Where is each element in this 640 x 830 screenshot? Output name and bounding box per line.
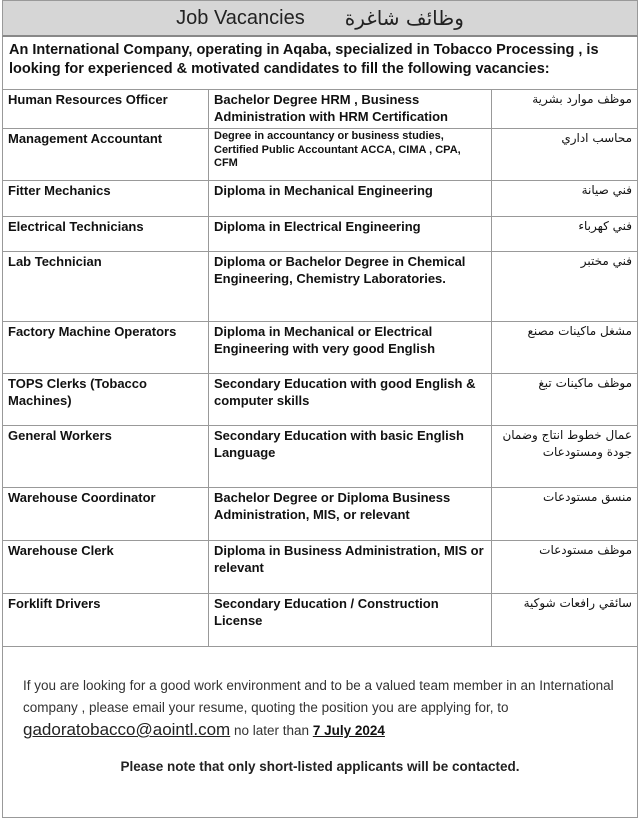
qualification-cell: Diploma in Business Administration, MIS or relevant bbox=[209, 541, 492, 594]
email-link[interactable]: gadoratobacco@aointl.com bbox=[23, 720, 231, 739]
arabic-title-cell: عمال خطوط انتاج وضمان جودة ومستودعات bbox=[492, 426, 638, 488]
qualification-cell: Bachelor Degree or Diploma Business Administration, MIS, or relevant bbox=[209, 488, 492, 541]
qualification-cell: Diploma in Mechanical Engineering bbox=[209, 181, 492, 217]
arabic-title-cell: فني مختبر bbox=[492, 252, 638, 322]
arabic-title-cell: موظف موارد بشرية bbox=[492, 90, 638, 129]
arabic-title-cell: مشغل ماكينات مصنع bbox=[492, 322, 638, 374]
table-row bbox=[3, 252, 638, 322]
table-row bbox=[3, 129, 638, 181]
arabic-title-cell: فني كهرباء bbox=[492, 217, 638, 252]
table-row bbox=[3, 426, 638, 488]
table-row bbox=[3, 181, 638, 217]
position-cell: Lab Technician bbox=[3, 252, 209, 322]
position-cell: Fitter Mechanics bbox=[3, 181, 209, 217]
position-cell: General Workers bbox=[3, 426, 209, 488]
position-cell: Management Accountant bbox=[3, 129, 209, 181]
position-cell: Forklift Drivers bbox=[3, 594, 209, 647]
deadline-prefix: no later than bbox=[233, 723, 310, 738]
job-vacancies-ad bbox=[2, 0, 638, 818]
qualification-cell: Diploma or Bachelor Degree in Chemical Engineering, Chemistry Laboratories. bbox=[209, 252, 492, 322]
position-cell: Human Resources Officer bbox=[3, 90, 209, 129]
table-row bbox=[3, 90, 638, 129]
table-row bbox=[3, 541, 638, 594]
instructions-text: If you are looking for a good work environment and to be a valued team member in an International company , please email your resume, quoting the position you are applying for, to bbox=[23, 678, 614, 715]
qualification-cell: Secondary Education with basic English Language bbox=[209, 426, 492, 488]
qualification-cell: Diploma in Electrical Engineering bbox=[209, 217, 492, 252]
arabic-title-cell: منسق مستودعات bbox=[492, 488, 638, 541]
qualification-cell: Degree in accountancy or business studies, Certified Public Accountant ACCA, CIMA , CPA, CFM bbox=[209, 129, 492, 181]
position-cell: Warehouse Coordinator bbox=[3, 488, 209, 541]
position-cell: Electrical Technicians bbox=[3, 217, 209, 252]
title-bar bbox=[2, 0, 638, 37]
qualification-cell: Bachelor Degree HRM , Business Administration with HRM Certification bbox=[209, 90, 492, 129]
table-row bbox=[3, 374, 638, 426]
qualification-cell: Diploma in Mechanical or Electrical Engineering with very good English bbox=[209, 322, 492, 374]
page-title-arabic: وظائف شاغرة bbox=[344, 6, 464, 30]
position-cell: Warehouse Clerk bbox=[3, 541, 209, 594]
arabic-title-cell: فني صيانة bbox=[492, 181, 638, 217]
intro-text: An International Company, operating in Aqaba, specialized in Tobacco Processing , is looking for experienced & motivated candidates to fill the following vacancies: bbox=[2, 37, 638, 89]
application-instructions bbox=[2, 647, 638, 818]
shortlist-note: Please note that only short-listed applicants will be contacted. bbox=[120, 759, 520, 774]
table-row bbox=[3, 217, 638, 252]
table-row bbox=[3, 594, 638, 647]
arabic-title-cell: محاسب اداري bbox=[492, 129, 638, 181]
table-row bbox=[3, 488, 638, 541]
qualification-cell: Secondary Education / Construction License bbox=[209, 594, 492, 647]
arabic-title-cell: موظف ماكينات تبغ bbox=[492, 374, 638, 426]
position-cell: Factory Machine Operators bbox=[3, 322, 209, 374]
table-row bbox=[3, 322, 638, 374]
vacancies-table bbox=[2, 89, 638, 647]
position-cell: TOPS Clerks (Tobacco Machines) bbox=[3, 374, 209, 426]
qualification-cell: Secondary Education with good English & computer skills bbox=[209, 374, 492, 426]
arabic-title-cell: موظف مستودعات bbox=[492, 541, 638, 594]
arabic-title-cell: سائقي رافعات شوكية bbox=[492, 594, 638, 647]
instructions-paragraph bbox=[23, 675, 617, 742]
page-title: Job Vacancies bbox=[176, 6, 305, 29]
deadline-date: 7 July 2024 bbox=[312, 723, 385, 738]
